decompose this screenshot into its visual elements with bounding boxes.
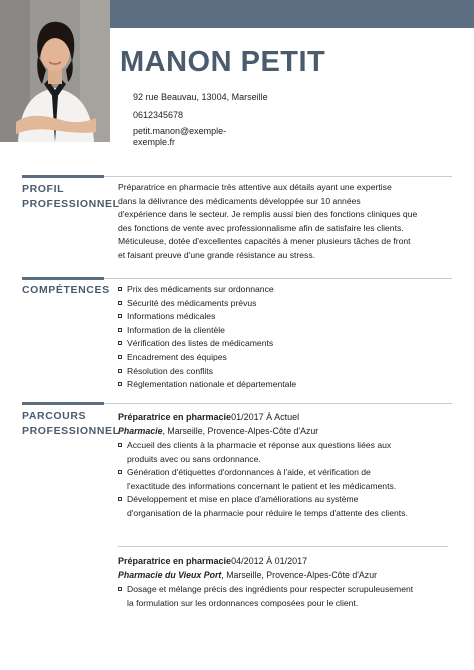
job-tasks-list bbox=[118, 439, 448, 521]
job-dates: 04/2012 À 01/2017 bbox=[231, 556, 308, 566]
job-company-line bbox=[118, 570, 377, 580]
list-item: Information de la clientèle bbox=[118, 324, 448, 338]
phone-text: 0612345678 bbox=[133, 110, 184, 120]
job-divider bbox=[118, 546, 448, 547]
job-company: Pharmacie du Vieux Port bbox=[118, 570, 222, 580]
job-location: , Marseille, Provence-Alpes-Côte d'Azur bbox=[221, 570, 378, 580]
summary-line: d'expérience dans le secteur. Je remplis aussi bien des fonctions cliniques que bbox=[118, 209, 418, 220]
task-line: la formulation sur les ordonnances composées pour le client. bbox=[127, 597, 359, 608]
list-item: Réglementation nationale et départementale bbox=[118, 378, 448, 392]
section-title-line: PROFESSIONNEL bbox=[22, 425, 120, 437]
email-link[interactable]: petit.manon@exemple-exemple.fr bbox=[133, 126, 227, 147]
summary-line: et faisant preuve d'une grande résistance au stress. bbox=[118, 249, 316, 260]
summary-line: dans la délivrance des médicaments développée sur 10 années bbox=[118, 195, 361, 206]
job-company-line bbox=[118, 426, 318, 436]
list-item bbox=[118, 466, 448, 493]
task-line: Accueil des clients à la pharmacie et réponse aux questions liées aux bbox=[127, 440, 392, 450]
list-item: Résolution des conflits bbox=[118, 365, 448, 379]
job-heading bbox=[118, 412, 299, 422]
list-item bbox=[118, 493, 448, 520]
job-heading bbox=[118, 556, 307, 566]
section-title-profile bbox=[22, 182, 120, 212]
list-item: Vérification des listes de médicaments bbox=[118, 337, 448, 351]
task-line: produits avec ou sans ordonnance. bbox=[127, 453, 261, 464]
task-line: Développement et mise en place d'améliorations au système bbox=[127, 494, 359, 505]
profile-summary bbox=[118, 181, 448, 263]
section-divider-profile bbox=[22, 176, 452, 177]
section-title-skills: COMPÉTENCES bbox=[22, 284, 110, 296]
list-item bbox=[118, 439, 448, 466]
summary-line: Méticuleuse, dotée d'excellentes capacités à mener plusieurs tâches de front bbox=[118, 236, 411, 247]
summary-line: Préparatrice en pharmacie très attentive aux détails ayant une expertise bbox=[118, 182, 392, 192]
list-item: Prix des médicaments sur ordonnance bbox=[118, 283, 448, 297]
section-title-line: PARCOURS bbox=[22, 410, 87, 422]
job-company: Pharmacie bbox=[118, 426, 163, 436]
section-divider-skills bbox=[22, 278, 452, 279]
section-title-career bbox=[22, 409, 120, 439]
task-line: Génération d'étiquettes d'ordonnances à l'aide, et vérification de bbox=[127, 467, 371, 478]
skills-list bbox=[118, 283, 448, 392]
profile-photo bbox=[0, 0, 110, 142]
address-text: 92 rue Beauvau, 13004, Marseille bbox=[133, 92, 268, 102]
section-divider-career bbox=[22, 403, 452, 404]
task-line: Dosage et mélange précis des ingrédients pour respecter scrupuleusement bbox=[127, 584, 414, 594]
job-role: Préparatrice en pharmacie bbox=[118, 412, 232, 422]
list-item: Sécurité des médicaments prévus bbox=[118, 297, 448, 311]
job-tasks-list bbox=[118, 583, 448, 610]
summary-line: des fonctions de vente avec professionnalisme afin de satisfaire les clients. bbox=[118, 222, 404, 233]
list-item: Informations médicales bbox=[118, 310, 448, 324]
section-title-line: PROFESSIONNEL bbox=[22, 198, 120, 210]
job-role: Préparatrice en pharmacie bbox=[118, 556, 232, 566]
header-bar bbox=[110, 0, 474, 28]
job-location: , Marseille, Provence-Alpes-Côte d'Azur bbox=[162, 426, 319, 436]
candidate-name: MANON PETIT bbox=[120, 46, 326, 78]
task-line: d'organisation de la pharmacie pour réduire le temps d'attente des clients. bbox=[127, 507, 408, 518]
section-title-line: PROFIL bbox=[22, 183, 65, 195]
list-item bbox=[118, 583, 448, 610]
job-dates: 01/2017 À Actuel bbox=[231, 412, 300, 422]
list-item: Encadrement des équipes bbox=[118, 351, 448, 365]
task-line: l'exactitude des informations concernant le patient et les médicaments. bbox=[127, 480, 397, 491]
